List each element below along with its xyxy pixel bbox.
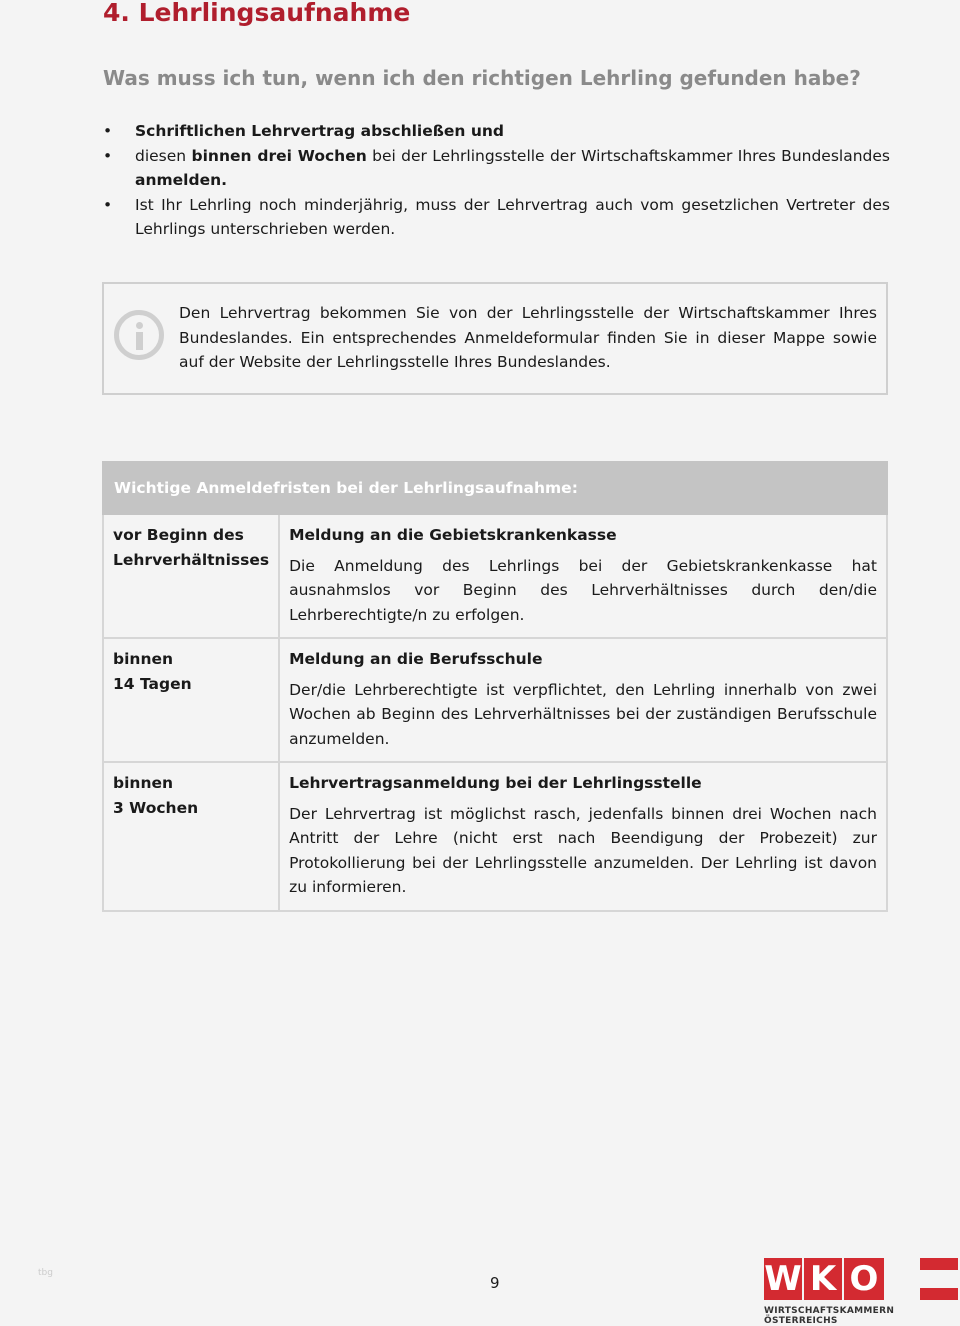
description-cell xyxy=(279,638,887,762)
bullet-text: Schriftlichen Lehrvertrag abschließen und xyxy=(135,122,505,140)
deadline-line: binnen xyxy=(113,650,174,668)
bullet-text: Ist Ihr Lehrling noch minderjährig, muss der Lehrvertrag auch vom gesetzlichen Vertreter des Lehrlings unterschrieben werden. xyxy=(135,195,890,238)
row-description: Die Anmeldung des Lehrlings bei der Gebietskrankenkasse hat ausnahmslos vor Beginn des Lehrverhältnisses durch den/die Lehrberechtigte/n zu erfolgen. xyxy=(289,556,877,624)
logo-subtitle: WIRTSCHAFTSKAMMERN ÖSTERREICHS xyxy=(764,1306,895,1326)
deadline-line: vor Beginn des xyxy=(113,526,244,544)
list-item xyxy=(103,193,890,242)
table-row xyxy=(103,514,887,638)
logo-letter: O xyxy=(844,1258,884,1300)
deadline-line: 3 Wochen xyxy=(113,798,199,817)
steps-list xyxy=(103,119,890,242)
row-title: Meldung an die Berufsschule xyxy=(289,650,543,668)
info-icon xyxy=(114,310,164,360)
bullet-text: diesen xyxy=(135,146,192,165)
deadline-line: binnen xyxy=(113,774,174,792)
info-box xyxy=(102,282,888,395)
logo-letter: K xyxy=(804,1258,842,1300)
list-item xyxy=(103,144,890,193)
page-footer xyxy=(0,1258,960,1326)
deadline-line: 14 Tagen xyxy=(113,674,192,693)
page-number: 9 xyxy=(490,1274,500,1292)
description-cell xyxy=(279,762,887,911)
bullet-bold: binnen drei Wochen xyxy=(191,146,367,165)
section-subtitle: Was muss ich tun, wenn ich den richtigen Lehrling gefunden habe? xyxy=(103,66,861,90)
deadlines-table xyxy=(102,461,888,912)
logo-letter: W xyxy=(764,1259,802,1299)
wko-logo xyxy=(764,1258,960,1326)
flag-stripe xyxy=(920,1258,958,1270)
row-description: Der Lehrvertrag ist möglichst rasch, jedenfalls binnen drei Wochen nach Antritt der Lehre (nicht erst nach Beendigung der Probezeit) zur Protokollierung bei der Lehrlingsstelle anzumelden. Der Lehrling ist davon zu informieren. xyxy=(289,804,877,896)
description-cell xyxy=(279,514,887,638)
deadline-cell xyxy=(103,638,279,762)
bullet-text: bei der Lehrlingsstelle der Wirtschaftskammer Ihres Bundeslandes xyxy=(366,146,890,165)
row-title: Lehrvertragsanmeldung bei der Lehrlingsstelle xyxy=(289,774,702,792)
list-item xyxy=(103,119,890,144)
row-description: Der/die Lehrberechtigte ist verpflichtet, den Lehrling innerhalb von zwei Wochen ab Beginn des Lehrverhältnisses bei der zuständigen Berufsschule anzumelden. xyxy=(289,680,877,748)
row-title: Meldung an die Gebietskrankenkasse xyxy=(289,526,617,544)
table-row xyxy=(103,638,887,762)
bullet-bold: anmelden. xyxy=(135,171,228,189)
deadline-cell xyxy=(103,762,279,911)
info-text: Den Lehrvertrag bekommen Sie von der Lehrlingsstelle der Wirtschaftskammer Ihres Bundeslandes. Ein entsprechendes Anmeldeformular finden Sie in dieser Mappe sowie auf der Website der Lehrlingsstelle Ihres Bundeslandes. xyxy=(179,304,877,371)
flag-stripe xyxy=(920,1288,958,1300)
deadline-cell xyxy=(103,514,279,638)
deadline-line: Lehrverhältnisses xyxy=(113,550,270,569)
table-header: Wichtige Anmeldefristen bei der Lehrlingsaufnahme: xyxy=(103,462,887,514)
table-row xyxy=(103,762,887,911)
footer-tag: tbg xyxy=(38,1268,53,1278)
page-title: 4. Lehrlingsaufnahme xyxy=(103,0,411,27)
